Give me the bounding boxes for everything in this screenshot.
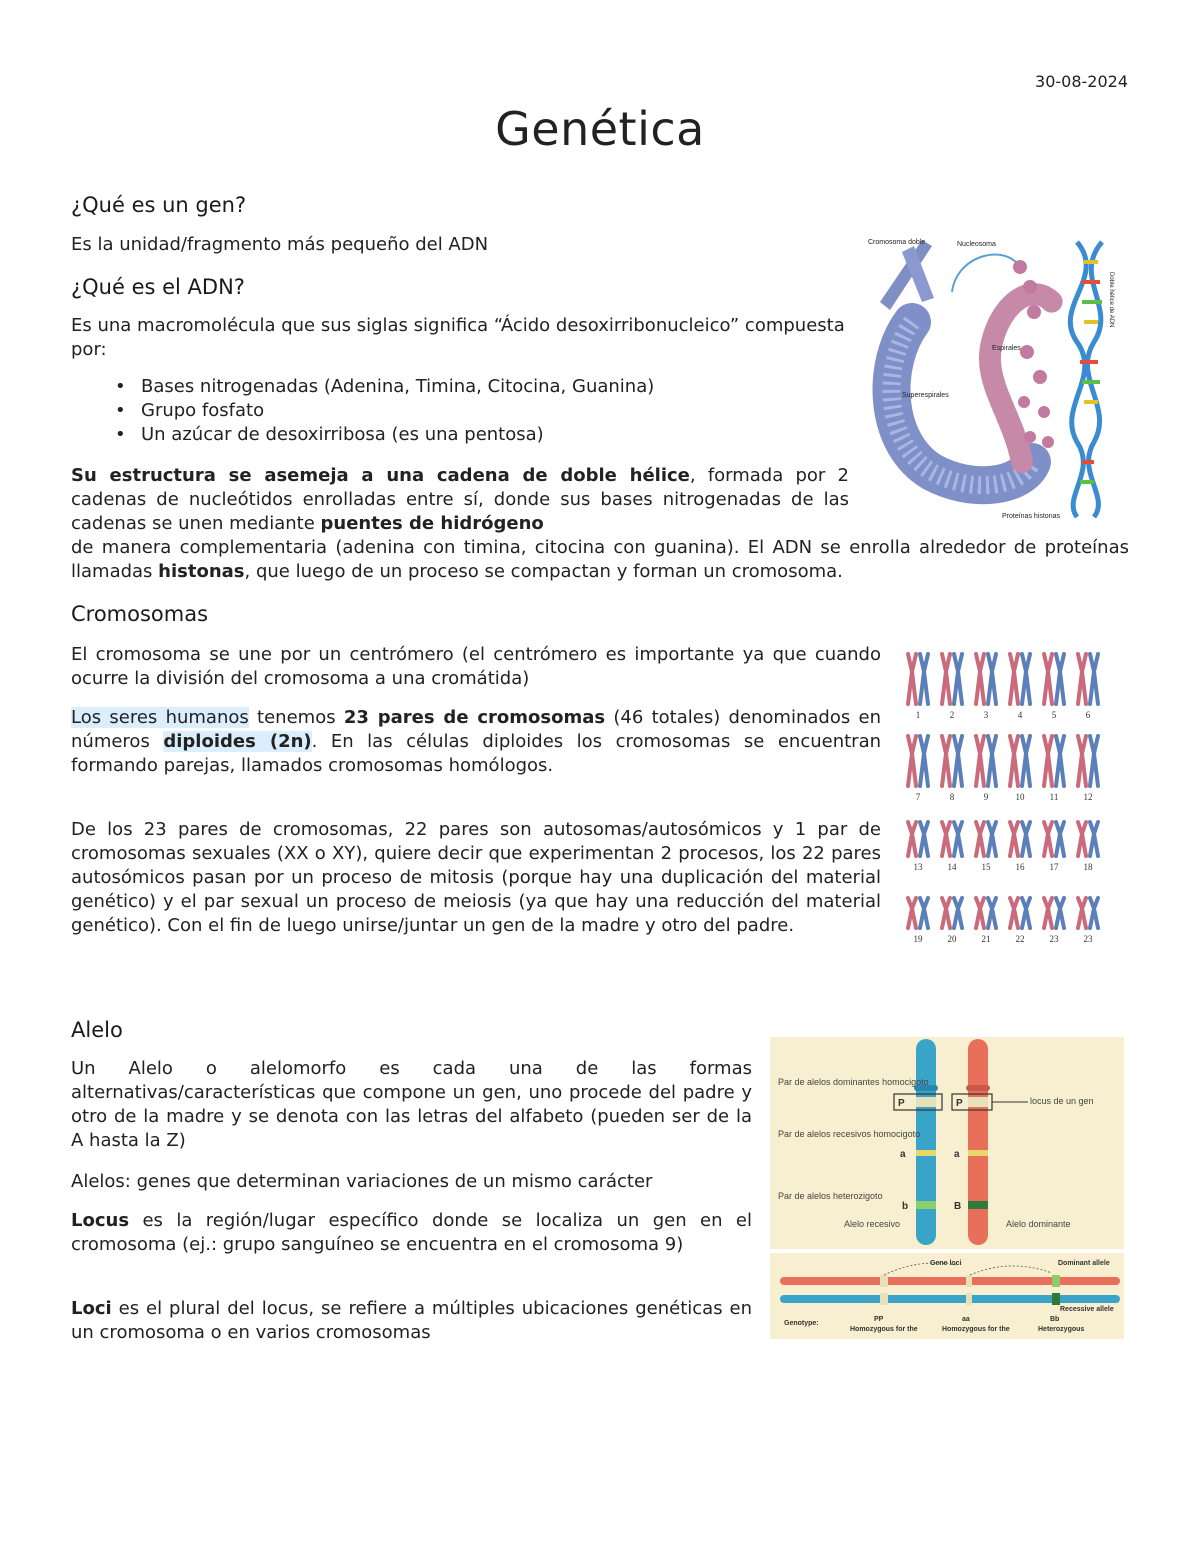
chromosome-number: 11 bbox=[1049, 792, 1059, 802]
chromosome bbox=[954, 898, 962, 928]
figure-label: Par de alelos recesivos homocigoto bbox=[778, 1129, 921, 1139]
chromosome bbox=[1010, 654, 1018, 704]
chromosome-number: 22 bbox=[1015, 934, 1025, 944]
chromosome bbox=[942, 654, 950, 704]
heading-que-es-gen: ¿Qué es un gen? bbox=[71, 193, 247, 217]
chromosome bbox=[1090, 654, 1098, 704]
loci-paragraph bbox=[71, 1297, 752, 1345]
chromosome bbox=[1090, 822, 1098, 856]
chromosome-number: 23 bbox=[1083, 934, 1093, 944]
chromosome-number: 18 bbox=[1083, 862, 1093, 872]
allele-letter: B bbox=[954, 1201, 962, 1212]
chromosome bbox=[976, 736, 984, 786]
figure-label: Homozygous for the bbox=[942, 1326, 1010, 1333]
figure-label: Nucleosoma bbox=[957, 241, 996, 248]
chromosome bbox=[976, 654, 984, 704]
paragraph-text: , formada por 2 cadenas de nucleótidos enrolladas entre sí, donde sus bases nitrogenadas de las cadenas se unen mediante bbox=[71, 465, 849, 534]
chromosome bbox=[1056, 736, 1064, 786]
gene-loci-figure bbox=[770, 1253, 1124, 1339]
chromosome-number: 12 bbox=[1083, 792, 1093, 802]
adn-components-list bbox=[71, 375, 654, 447]
chromosome-number: 20 bbox=[947, 934, 957, 944]
chromosome bbox=[1022, 822, 1030, 856]
paragraph-text: es el plural del locus, se refiere a múltiples ubicaciones genéticas en un cromosoma o en varios cromosomas bbox=[71, 1298, 752, 1343]
chromosome bbox=[1022, 736, 1030, 786]
chromosome-number: 19 bbox=[913, 934, 923, 944]
document-date: 30-08-2024 bbox=[1035, 72, 1128, 91]
figure-label: Gene loci bbox=[930, 1260, 962, 1267]
cromosomas-paragraph-3: De los 23 pares de cromosomas, 22 pares son autosomas/autosómicos y 1 par de cromosomas sexuales (XX o XY), quiere decir que experimentan 2 procesos, los 22 pares autosómicos pasan por un proceso de mitosis (porque hay una duplicación del material genético) y el par sexual un proceso de meiosis (ya que hay una reducción del material genético). Con el fin de luego unirse/juntar un gen de la madre y otro del padre. bbox=[71, 819, 881, 936]
chromosome bbox=[908, 898, 916, 928]
chromosome-number: 4 bbox=[1017, 710, 1023, 720]
locus-paragraph bbox=[71, 1209, 752, 1257]
chromosome bbox=[1078, 898, 1086, 928]
adn-structure-paragraph bbox=[71, 464, 849, 536]
figure-label: Par de alelos heterozigoto bbox=[778, 1191, 883, 1201]
allele-letter: a bbox=[900, 1149, 906, 1160]
chromosome bbox=[920, 822, 928, 856]
paragraph-text: es la región/lugar específico donde se localiza un gen en el cromosoma (ej.: grupo sanguíneo se encuentra en el cromosoma 9) bbox=[71, 1210, 752, 1255]
list-item: • Un azúcar de desoxirribosa (es una pentosa) bbox=[71, 423, 654, 447]
chromosome bbox=[954, 822, 962, 856]
figure-label: Alelo dominante bbox=[1006, 1219, 1071, 1229]
figure-label: Bb bbox=[1050, 1316, 1060, 1323]
chromosome bbox=[1056, 654, 1064, 704]
heading-cromosomas: Cromosomas bbox=[71, 602, 209, 626]
paragraph-text: de manera complementaria (adenina con timina, citocina con guanina). El ADN se enrolla alrededor de proteínas llamadas bbox=[71, 537, 1129, 582]
chromosome bbox=[1010, 898, 1018, 928]
figure-label: Recessive allele bbox=[1060, 1306, 1114, 1313]
page-title: Genética bbox=[495, 102, 705, 156]
figure-label: Cromosoma doble bbox=[868, 239, 926, 246]
chromosome bbox=[908, 654, 916, 704]
chromosome-number: 8 bbox=[949, 792, 955, 802]
chromosome bbox=[1078, 654, 1086, 704]
figure-label: Superespirales bbox=[902, 392, 949, 399]
paragraph-text: . En las células diploides los cromosomas se encuentran formando parejas, llamados cromosomas homólogos. bbox=[71, 731, 882, 776]
chromosome bbox=[1044, 654, 1052, 704]
figure-label: Alelo recesivo bbox=[844, 1219, 901, 1229]
bold-text: histonas bbox=[158, 561, 245, 582]
chromosome-number: 9 bbox=[983, 792, 989, 802]
chromosome-number: 14 bbox=[947, 862, 957, 872]
chromosome bbox=[1010, 822, 1018, 856]
chromosome bbox=[942, 822, 950, 856]
chromosome bbox=[908, 822, 916, 856]
dna-structure-figure bbox=[862, 232, 1128, 524]
chromosome-number: 17 bbox=[1049, 862, 1059, 872]
chromosome-number: 7 bbox=[915, 792, 921, 802]
chromosome bbox=[1022, 898, 1030, 928]
bold-text: 23 pares de cromosomas bbox=[343, 707, 606, 728]
paragraph-text: , que luego de un proceso se compactan y forman un cromosoma. bbox=[244, 561, 843, 582]
heading-que-es-adn: ¿Qué es el ADN? bbox=[71, 275, 245, 299]
figure-label: Homozygous for the bbox=[850, 1326, 918, 1333]
allele-letter: P bbox=[898, 1098, 905, 1109]
adn-structure-paragraph-cont bbox=[71, 536, 1129, 584]
chromosome bbox=[1056, 898, 1064, 928]
chromosome bbox=[920, 654, 928, 704]
paragraph-text: tenemos bbox=[248, 707, 344, 728]
bold-text: Su estructura se asemeja a una cadena de doble hélice bbox=[71, 465, 690, 486]
chromosome bbox=[1078, 736, 1086, 786]
karyotype-figure bbox=[898, 648, 1120, 944]
figure-label: Proteínas histonas bbox=[1002, 513, 1060, 520]
chromosome bbox=[1044, 898, 1052, 928]
chromosome bbox=[976, 898, 984, 928]
chromosome-number: 2 bbox=[949, 710, 955, 720]
chromosome-number: 10 bbox=[1015, 792, 1025, 802]
chromosome-number: 6 bbox=[1085, 710, 1091, 720]
list-item: • Grupo fosfato bbox=[71, 399, 654, 423]
chromosome bbox=[942, 736, 950, 786]
allele-letter: b bbox=[902, 1201, 909, 1212]
cromosomas-paragraph-2 bbox=[71, 706, 881, 778]
figure-label: Espirales bbox=[992, 345, 1021, 352]
chromosome bbox=[942, 898, 950, 928]
chromosome bbox=[920, 898, 928, 928]
chromosome bbox=[988, 898, 996, 928]
chromosome bbox=[920, 736, 928, 786]
chromosome bbox=[988, 654, 996, 704]
chromosome bbox=[976, 822, 984, 856]
chromosome bbox=[954, 654, 962, 704]
figure-label: locus de un gen bbox=[1030, 1096, 1094, 1106]
list-item: • Bases nitrogenadas (Adenina, Timina, Citocina, Guanina) bbox=[71, 375, 654, 399]
figure-label: Heterozygous bbox=[1038, 1326, 1085, 1333]
chromosome bbox=[1022, 654, 1030, 704]
chromosome-number: 5 bbox=[1051, 710, 1057, 720]
bold-text: Locus bbox=[71, 1210, 130, 1231]
chromosome bbox=[988, 736, 996, 786]
figure-label: Par de alelos dominantes homocigoto bbox=[778, 1077, 929, 1087]
cromosomas-paragraph-1: El cromosoma se une por un centrómero (el centrómero es importante ya que cuando ocurre la división del cromosoma a una cromátida) bbox=[71, 644, 881, 689]
figure-label: Genotype: bbox=[784, 1320, 819, 1327]
figure-label: Doble hélice de ADN bbox=[1108, 272, 1114, 328]
chromosome-number: 3 bbox=[983, 710, 989, 720]
chromosome bbox=[1078, 822, 1086, 856]
chromosome bbox=[1090, 736, 1098, 786]
chromosome-number: 21 bbox=[981, 934, 991, 944]
highlighted-text: Los seres humanos bbox=[71, 707, 249, 728]
chromosome bbox=[908, 736, 916, 786]
chromosome bbox=[1010, 736, 1018, 786]
allele-letter: a bbox=[954, 1149, 960, 1160]
chromosome-number: 16 bbox=[1015, 862, 1025, 872]
allele-locus-figure bbox=[770, 1037, 1124, 1249]
adn-intro: Es una macromolécula que sus siglas significa “Ácido desoxirribonucleico” compuesta por: bbox=[71, 315, 845, 360]
figure-label: PP bbox=[874, 1316, 884, 1323]
chromosome-number: 23 bbox=[1049, 934, 1059, 944]
figure-label: aa bbox=[962, 1316, 970, 1323]
allele-letter: P bbox=[956, 1098, 963, 1109]
alelo-paragraph-2: Alelos: genes que determinan variaciones de un mismo carácter bbox=[71, 1171, 653, 1192]
chromosome bbox=[954, 736, 962, 786]
chromosome bbox=[1056, 822, 1064, 856]
bold-text: puentes de hidrógeno bbox=[320, 513, 544, 534]
figure-label: Dominant allele bbox=[1058, 1260, 1110, 1267]
chromosome-number: 1 bbox=[915, 710, 921, 720]
chromosome bbox=[988, 822, 996, 856]
alelo-paragraph-1: Un Alelo o alelomorfo es cada una de las formas alternativas/características que compone un gen, uno procede del padre y otro de la madre y se denota con las letras del alfabeto (pueden ser de la A hasta la Z) bbox=[71, 1058, 752, 1151]
chromosome bbox=[1044, 736, 1052, 786]
chromosome bbox=[1044, 822, 1052, 856]
bold-text: Loci bbox=[71, 1298, 112, 1319]
highlighted-bold-text: diploides (2n) bbox=[163, 731, 312, 752]
chromosome-number: 13 bbox=[913, 862, 923, 872]
gen-definition: Es la unidad/fragmento más pequeño del ADN bbox=[71, 234, 489, 255]
chromosome-number: 15 bbox=[981, 862, 991, 872]
paragraph-text: (46 totales) denominados en números bbox=[71, 707, 881, 752]
chromosome bbox=[1090, 898, 1098, 928]
heading-alelo: Alelo bbox=[71, 1018, 123, 1042]
